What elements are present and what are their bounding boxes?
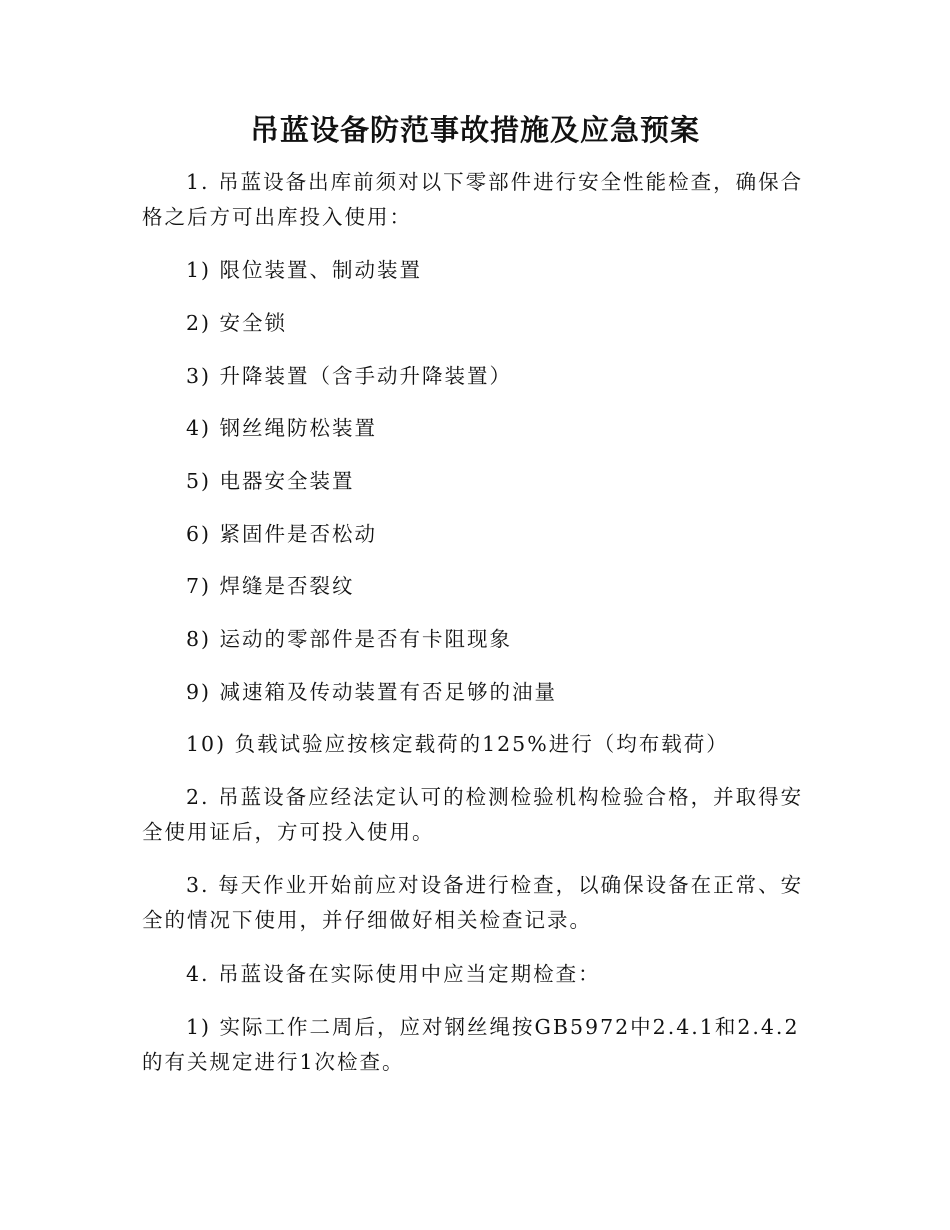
paragraph-1: 1. 吊蓝设备出库前须对以下零部件进行安全性能检查，确保合格之后方可出库投入使用： xyxy=(142,170,804,229)
list-item-4: 4) 钢丝绳防松装置 xyxy=(186,416,378,440)
list-item-9: 9) 减速箱及传动装置有否足够的油量 xyxy=(186,680,558,704)
list-item-6: 6) 紧固件是否松动 xyxy=(186,522,378,546)
paragraph-4: 4. 吊蓝设备在实际使用中应当定期检查： xyxy=(186,962,601,986)
paragraph-2: 2. 吊蓝设备应经法定认可的检测检验机构检验合格，并取得安全使用证后，方可投入使用。 xyxy=(142,785,804,844)
list-item-7: 7) 焊缝是否裂纹 xyxy=(186,574,355,598)
document-title: 吊蓝设备防范事故措施及应急预案 xyxy=(249,113,700,147)
list-item-1: 1) 限位装置、制动装置 xyxy=(186,258,423,282)
list-item-8: 8) 运动的零部件是否有卡阻现象 xyxy=(186,627,513,651)
paragraph-5: 1) 实际工作二周后，应对钢丝绳按GB5972中2.4.1和2.4.2的有关规定进行1次检查。 xyxy=(142,1015,800,1074)
list-item-3: 3) 升降装置（含手动升降装置） xyxy=(186,364,513,388)
paragraph-3: 3. 每天作业开始前应对设备进行检查，以确保设备在正常、安全的情况下使用，并仔细做好相关检查记录。 xyxy=(142,873,804,932)
list-item-2: 2) 安全锁 xyxy=(186,311,288,335)
list-item-10: 10) 负载试验应按核定载荷的125%进行（均布载荷） xyxy=(186,732,729,756)
list-item-5: 5) 电器安全装置 xyxy=(186,469,355,493)
